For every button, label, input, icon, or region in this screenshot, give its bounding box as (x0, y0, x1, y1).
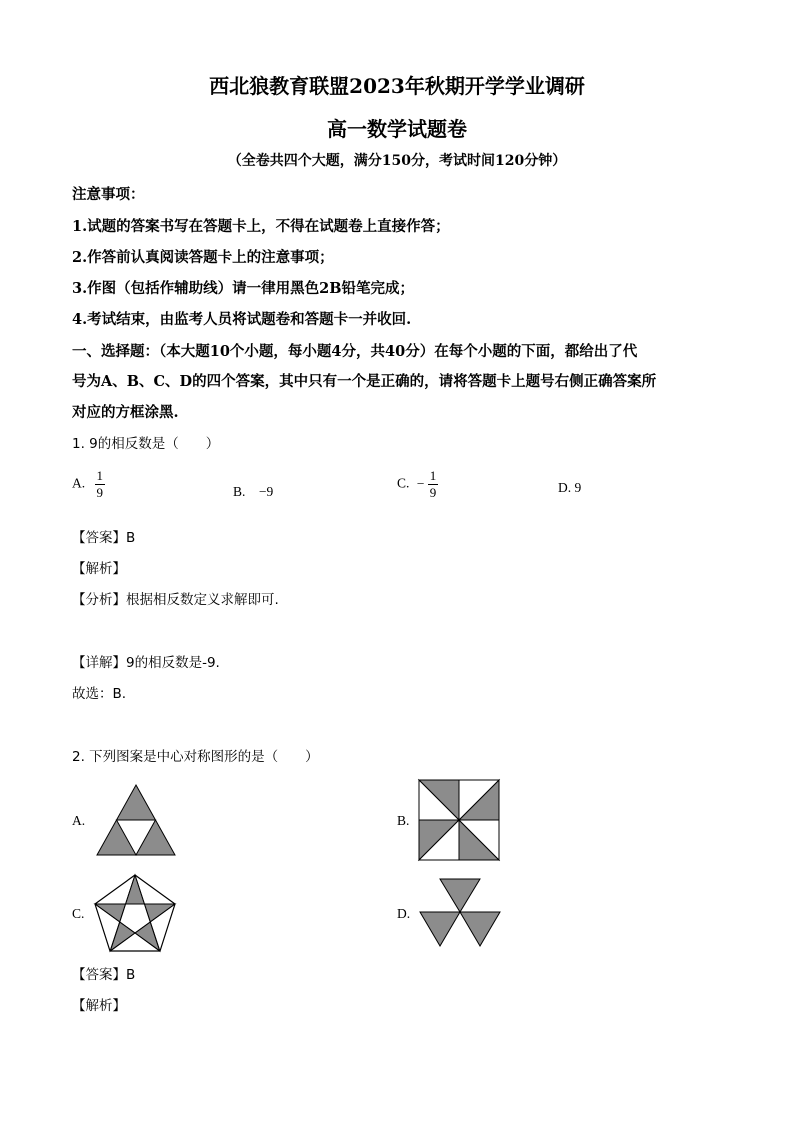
notice-item-4: 4.考试结束，由监考人员将试题卷和答题卡一并收回. (72, 311, 412, 328)
notice-item-2: 2.作答前认真阅读答题卡上的注意事项； (72, 249, 334, 266)
q1-option-c (397, 468, 438, 501)
q2-answer (72, 963, 135, 983)
q1-option-c-fraction (428, 468, 439, 501)
q2-option-d-label: D. (397, 906, 411, 921)
notice-heading: 注意事项： (72, 186, 145, 203)
exam-subtitle: 高一数学试题卷 (327, 117, 467, 141)
q2-option-b-label: B. (397, 813, 410, 828)
q1-option-a-label: A. (72, 475, 86, 491)
q1-answer-value: B (126, 530, 136, 546)
q2-analysis-tag: 【解析】 (72, 998, 126, 1014)
exam-note: （全卷共四个大题，满分150分，考试时间120分钟） (227, 153, 567, 169)
notice-item-3: 3.作图（包括作辅助线）请一律用黑色2B铅笔完成； (72, 280, 414, 297)
q1-detail-tag: 【详解】 (72, 655, 126, 671)
three-triangles-figure-icon (419, 878, 501, 948)
q1-option-b: B. −9 (233, 484, 274, 499)
q1-detail-text: 9的相反数是-9. (126, 655, 220, 671)
q1-option-c-label: C. (397, 475, 410, 491)
notice-item-1: 1.试题的答案书写在答题卡上，不得在试题卷上直接作答； (72, 218, 450, 235)
q1-detail (72, 651, 220, 671)
q1-option-a-denominator: 9 (96, 485, 103, 500)
q1-answer (72, 526, 135, 546)
section-instructions-line-3: 对应的方框涂黑. (72, 404, 179, 421)
q1-option-d: D. 9 (558, 480, 582, 495)
triangle-figure-icon (95, 783, 177, 857)
q2-answer-value: B (126, 967, 136, 983)
q2-option-a-label: A. (72, 813, 86, 828)
q1-option-c-numerator: 1 (429, 468, 437, 483)
question-1-stem: 1. 9的相反数是（ ） (72, 436, 220, 452)
q2-answer-tag: 【答案】 (72, 967, 126, 983)
exam-title: 西北狼教育联盟2023年秋期开学学业调研 (209, 74, 585, 98)
q1-option-a-numerator: 1 (96, 468, 103, 483)
q1-choice: 故选：B. (72, 686, 127, 702)
question-2-stem: 2. 下列图案是中心对称图形的是（ ） (72, 749, 319, 765)
q1-option-c-denominator: 9 (429, 485, 437, 500)
section-instructions-line-1: 一、选择题：（本大题10个小题，每小题4分，共40分）在每个小题的下面，都给出了代 (72, 343, 638, 360)
q1-analysis-tag: 【解析】 (72, 561, 126, 577)
q1-fenxi-text: 根据相反数定义求解即可. (126, 592, 279, 608)
q1-option-c-sign: − (416, 475, 425, 491)
pinwheel-figure-icon (418, 779, 500, 861)
q2-option-c-label: C. (72, 906, 85, 921)
q1-fenxi (72, 588, 279, 608)
q1-option-a-fraction (95, 468, 106, 501)
pentagon-star-figure-icon (93, 873, 177, 953)
q1-answer-tag: 【答案】 (72, 530, 126, 546)
q1-fenxi-tag: 【分析】 (72, 592, 126, 608)
section-instructions-line-2: 号为A、B、C、D的四个答案，其中只有一个是正确的，请将答题卡上题号右侧正确答案所 (72, 373, 657, 390)
q1-option-a (72, 468, 105, 501)
